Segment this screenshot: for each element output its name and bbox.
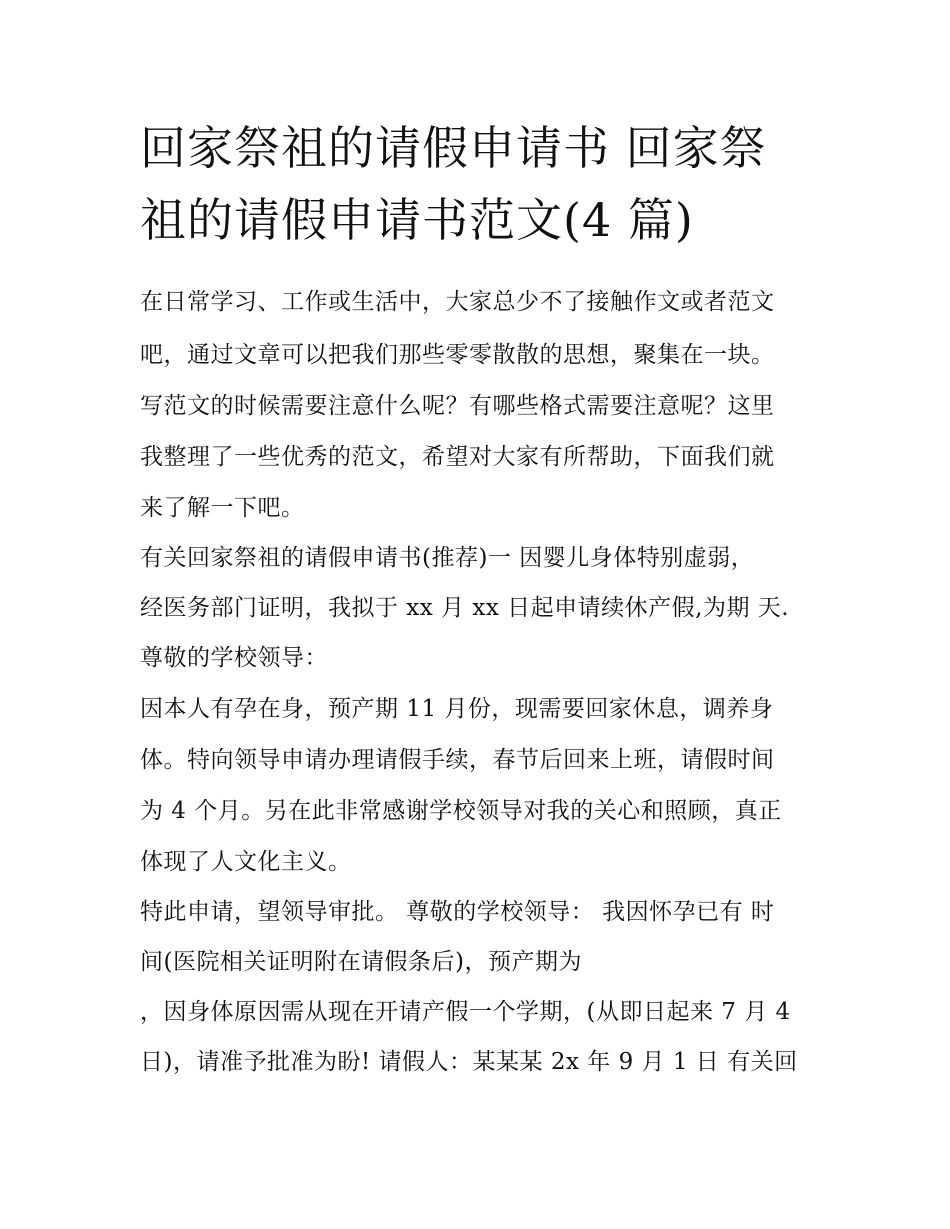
body-line: 来了解一下吧。 — [140, 495, 305, 521]
body-line: 间(医院相关证明附在请假条后)，预产期为 — [140, 949, 582, 975]
body-line: 在日常学习、工作或生活中，大家总少不了接触作文或者范文 — [140, 289, 775, 315]
document-title — [140, 112, 830, 256]
body-line: 我整理了一些优秀的范文，希望对大家有所帮助，下面我们就 — [140, 444, 775, 470]
title-line: 祖的请假申请书范文(4 篇) — [140, 193, 694, 247]
body-line: 特此申请，望领导审批。 尊敬的学校领导： 我因怀孕已有 时 — [140, 899, 775, 925]
body-line: 尊敬的学校领导： — [140, 645, 328, 671]
body-line: 体现了人文化主义。 — [140, 849, 352, 875]
body-line: 有关回家祭祖的请假申请书(推荐)一 因婴儿身体特别虚弱， — [140, 545, 755, 571]
body-line: 经医务部门证明，我拟于 xx 月 xx 日起申请续休产假,为期 天. — [140, 595, 790, 621]
body-line: 吧，通过文章可以把我们那些零零散散的思想，聚集在一块。 — [140, 342, 775, 368]
body-line: 日)，请准予批准为盼! 请假人：某某某 2x 年 9 月 1 日 有关回 — [140, 1049, 798, 1075]
title-line: 回家祭祖的请假申请书 回家祭 — [140, 121, 767, 175]
body-line: 因本人有孕在身，预产期 11 月份，现需要回家休息，调养身 — [140, 696, 774, 722]
body-line: 为 4 个月。另在此非常感谢学校领导对我的关心和照顾，真正 — [140, 798, 782, 824]
body-line: ，因身体原因需从现在开请产假一个学期，(从即日起来 7 月 4 — [140, 999, 791, 1025]
body-line: 写范文的时候需要注意什么呢？有哪些格式需要注意呢？这里 — [140, 393, 775, 419]
body-line: 体。特向领导申请办理请假手续，春节后回来上班，请假时间 — [140, 747, 775, 773]
